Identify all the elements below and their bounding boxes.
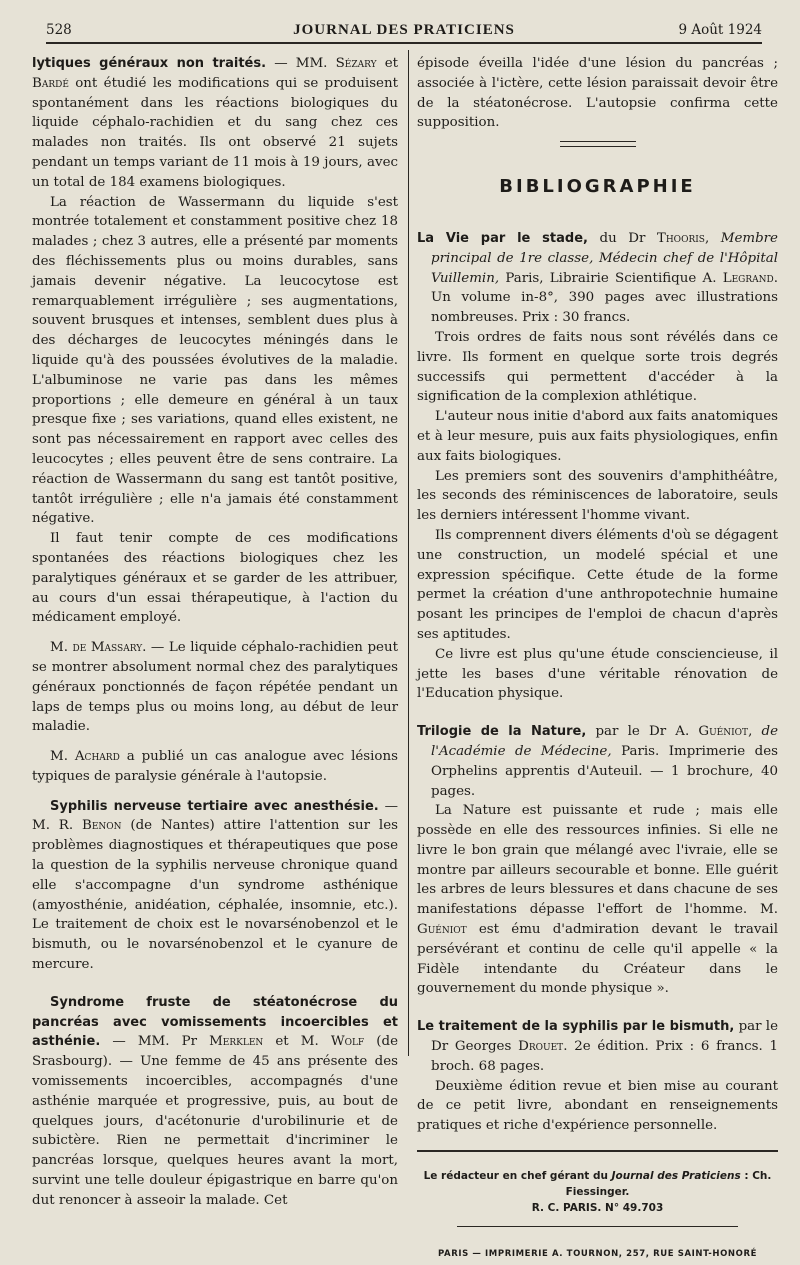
paragraph-achard: M. Achard a publié un cas analogue avec lésions typiques de paralysie générale à l'autopsie. [32,749,398,784]
book-entry-trilogie: Trilogie de la Nature, par le Dr A. Guéniot, de l'Académie de Médecine, Paris. Imprimerie des Orphelins apprentis d'Auteuil. — 1 brochure, 40 pages. [417,724,778,799]
section-syphilis-nerveuse: Syphilis nerveuse tertiaire avec anesthésie. — M. R. Benon (de Nantes) attire l'attention sur les problèmes diagnostiques et thérapeutiques que pose la question de la syphilis nerveuse chronique quand elle s'accompagne d'un syndrome asthénique (amyosthénie, anidéation, céphalée, insomnie, etc.). Le traitement de choix est le novarsénobenzol et le bismuth, ou le novarsénobenzol et le cyanure de mercure. [32,798,398,973]
footer-rule [417,1150,778,1152]
section-title-syphilis-nerveuse: Syphilis nerveuse tertiaire avec anesthésie. [50,798,379,814]
author-thooris: Thooris [656,230,705,246]
right-column [417,54,778,1265]
issue-date: 9 Août 1924 [678,22,762,38]
review-paragraph: Trois ordres de faits nous sont révélés dans ce livre. Ils forment en quelque sorte trois degrés successifs qui permettent d'accéder à la signification de la complexion athlétique. [417,329,778,405]
journal-title: JOURNAL DES PRATICIENS [293,22,515,38]
paragraph-sezary-barde: lytiques généraux non traités. — MM. Sézary et Bardé ont étudié les modifications qui se produisent spontanément dans les réactions biologiques du liquide céphalo-rachidien et du sang chez ces malades non traités. Ils ont observé 21 sujets pendant un temps variant de 11 mois à 19 jours, avec un total de 184 examens biologiques. [32,56,398,190]
section-title-paralytiques: lytiques généraux non traités. [32,56,267,71]
section-title-steatonecrose: Syndrome fruste de stéatonécrose du pancréas avec vomissements incoercibles et asthénie. [32,994,398,1050]
author-barde: Bardé [32,75,69,91]
review-paragraph: Ils comprennent divers éléments d'où se dégagent une construction, un modelé spécial et une expression spécifique. Cette étude de la forme permet la création d'une anthropotechnie humaine posant les principes de l'emploi de chacun d'après ses aptitudes. [417,527,778,642]
book-title-bismuth: Le traitement de la syphilis par le bismuth, [417,1019,735,1035]
bibliographie-heading: BIBLIOGRAPHIE [499,176,696,198]
registration-number: R. C. PARIS. N° 49.703 [531,1202,664,1215]
review-paragraph: Ce livre est plus qu'une étude consciencieuse, il jette les bases d'une véritable rénovation de l'Education physique. [417,646,778,702]
review-paragraph: Les premiers sont des souvenirs d'amphithéâtre, les seconds des réminiscences de laboratoire, seuls les derniers intéressent l'homme vivant. [417,468,778,524]
author-de-massary: de Massary [72,640,143,656]
double-rule-divider [560,141,636,147]
page-number: 528 [46,22,72,38]
book-entry-bismuth: Le traitement de la syphilis par le bismuth, par le Dr Georges Drouet. 2e édition. Prix : 6 francs. 1 broch. 68 pages. [417,1019,778,1074]
paragraph-continuation: épisode éveilla l'idée d'une lésion du pancréas ; associée à l'ictère, cette lésion paraissait devoir être de la stéatonécrose. L'autopsie confirma cette supposition. [417,56,778,131]
author-drouet: Drouet [518,1039,564,1055]
editor-credit: Le rédacteur en chef gérant du Journal des Praticiens : Ch. Fiessinger. R. C. PARIS. N° 49.703 [423,1170,772,1215]
header-rule [46,42,762,44]
publisher-legrand: Legrand [722,270,774,286]
page-header [46,20,762,42]
paragraph-modifications: Il faut tenir compte de ces modifications spontanées des réactions biologiques chez les paralytiques généraux et se garder de les attribuer, au cours d'un essai thérapeutique, à l'action du médicament employé. [32,531,398,626]
paragraph-de-massary: M. de Massary. — Le liquide céphalo-rachidien peut se montrer absolument normal chez des paralytiques généraux ponctionnés de façon répétée pendant un laps de temps plus ou moins long, au début de leur maladie. [32,640,398,735]
author-wolf: Wolf [330,1034,365,1050]
author-sezary: Sézary [335,56,377,71]
left-column [32,54,398,1211]
review-paragraph: La Nature est puissante et rude ; mais elle possède en elle des ressources infinies. Si elle ne livre le bon grain que mélangé avec l'ivraie, elle se montre par ailleurs secourable et bonne. Elle guérit les arbres de leurs blessures et dans chacune de ses manifestations dépasse l'effort de l'homme. M. Guéniot est ému d'admiration devant le travail persévérant et continu de celle qu'il appelle « la Fidèle intendante du Créateur dans le gouvernement du monde physique ». [417,803,778,997]
printer-line: PARIS — IMPRIMERIE A. TOURNON, 257, RUE SAINT-HONORÉ [437,1249,758,1260]
footer-rule-thin [457,1226,738,1227]
section-steatonecrose: Syndrome fruste de stéatonécrose du pancréas avec vomissements incoercibles et asthénie. — MM. Pr Merklen et M. Wolf (de Srasbourg). — Une femme de 45 ans présente des vomissements incoercibles, accompagnés d'une asthénie marquée et progressive, puis, au bout de quelques jours, d'acétonurie d'urobilinurie et de subictère. Rien ne permettait d'incriminer le pancréas lorsque, quelques heures avant la mort, survint une telle douleur épigastrique en barre qu'on dut renoncer à asseoir la malade. Cet [32,994,398,1208]
book-entry-vie-par-le-stade: La Vie par le stade, du Dr Thooris, Membre principal de 1re classe, Médecin chef de l'Hôpital Vuillemin, Paris, Librairie Scientifique A. Legrand. Un volume in-8°, 390 pages avec illustrations nombreuses. Prix : 30 francs. [417,230,778,326]
author-benon: Benon [82,818,122,834]
book-title-trilogie: Trilogie de la Nature, [417,724,587,740]
book-title-vie-par-le-stade: La Vie par le stade, [417,230,588,246]
author-merklen: Merklen [209,1034,264,1050]
author-achard: Achard [74,749,120,765]
paragraph-wassermann: La réaction de Wassermann du liquide s'est montrée totalement et constamment positive chez 18 malades ; chez 3 autres, elle a présenté par moments des fléchissements plus ou moins durables, sans jamais devenir négative. La leucocytose est remarquablement irrégulière ; ses augmentations, souvent brusques et intenses, semblent dues plus à des décharges de leucocytes méningés dans le liquide qu'à des poussées évolutives de la maladie. L'albuminose ne varie pas dans les mêmes proportions ; elle demeure en général à un taux presque fixe ; ses variations, quand elles existent, ne sont pas nécessairement en rapport avec celles des leucocytes ; elles peuvent être de sens contraire. La réaction de Wassermann du sang est tantôt positive, tantôt irrégulière ; elle n'a jamais été constamment négative. [32,194,398,527]
column-divider [408,50,409,1056]
review-paragraph: Deuxième édition revue et bien mise au courant de ce petit livre, abondant en renseignements pratiques et riche d'expérience personnelle. [417,1078,778,1134]
review-paragraph: L'auteur nous initie d'abord aux faits anatomiques et à leur mesure, puis aux faits physiologiques, enfin aux faits biologiques. [417,409,778,464]
author-gueniot: Guéniot [698,724,749,740]
